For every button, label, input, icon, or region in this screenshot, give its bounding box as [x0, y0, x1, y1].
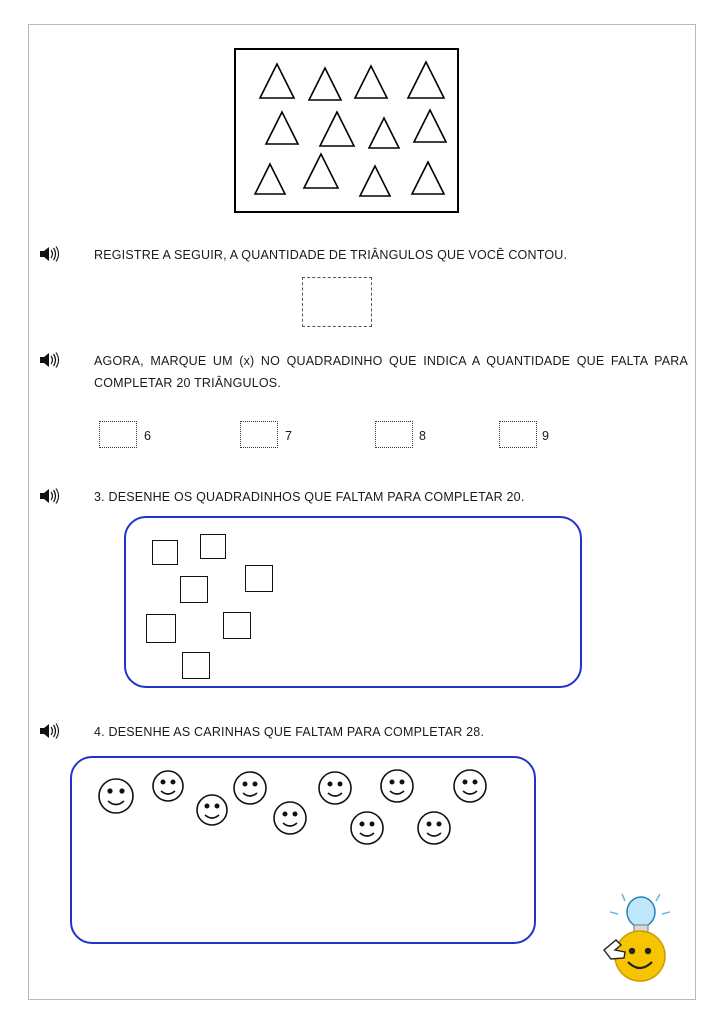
option-checkbox-8[interactable]	[375, 421, 413, 448]
square-shape	[152, 540, 178, 565]
option-checkbox-9[interactable]	[499, 421, 537, 448]
option-label-7: 7	[285, 429, 292, 443]
option-label-6: 6	[144, 429, 151, 443]
speaker-icon[interactable]	[38, 722, 60, 740]
instruction-q3: 3. DESENHE OS QUADRADINHOS QUE FALTAM PARA COMPLETAR 20.	[94, 490, 525, 504]
option-checkbox-7[interactable]	[240, 421, 278, 448]
instruction-q4: 4. DESENHE AS CARINHAS QUE FALTAM PARA COMPLETAR 28.	[94, 725, 485, 739]
lightbulb-smiley-mascot	[588, 888, 680, 986]
speaker-icon[interactable]	[38, 487, 60, 505]
square-shape	[180, 576, 208, 603]
speaker-icon[interactable]	[38, 245, 60, 263]
square-shape	[245, 565, 273, 592]
drawing-area-squares[interactable]	[124, 516, 582, 688]
smiley-faces-group	[72, 758, 534, 942]
triangles-counting-box	[234, 48, 459, 213]
square-shape	[200, 534, 226, 559]
option-label-8: 8	[419, 429, 426, 443]
drawing-area-faces[interactable]	[70, 756, 536, 944]
square-shape	[223, 612, 251, 639]
triangles-group	[236, 50, 457, 211]
answer-box-q1[interactable]	[302, 277, 372, 327]
instruction-q1: REGISTRE A SEGUIR, A QUANTIDADE DE TRIÂNGULOS QUE VOCÊ CONTOU.	[94, 248, 568, 262]
speaker-icon[interactable]	[38, 351, 60, 369]
instruction-q2: AGORA, MARQUE UM (x) NO QUADRADINHO QUE INDICA A QUANTIDADE QUE FALTA PARA COMPLETAR 20 TRIÂNGULOS.	[94, 354, 688, 390]
option-checkbox-6[interactable]	[99, 421, 137, 448]
square-shape	[146, 614, 176, 643]
option-label-9: 9	[542, 429, 549, 443]
square-shape	[182, 652, 210, 679]
